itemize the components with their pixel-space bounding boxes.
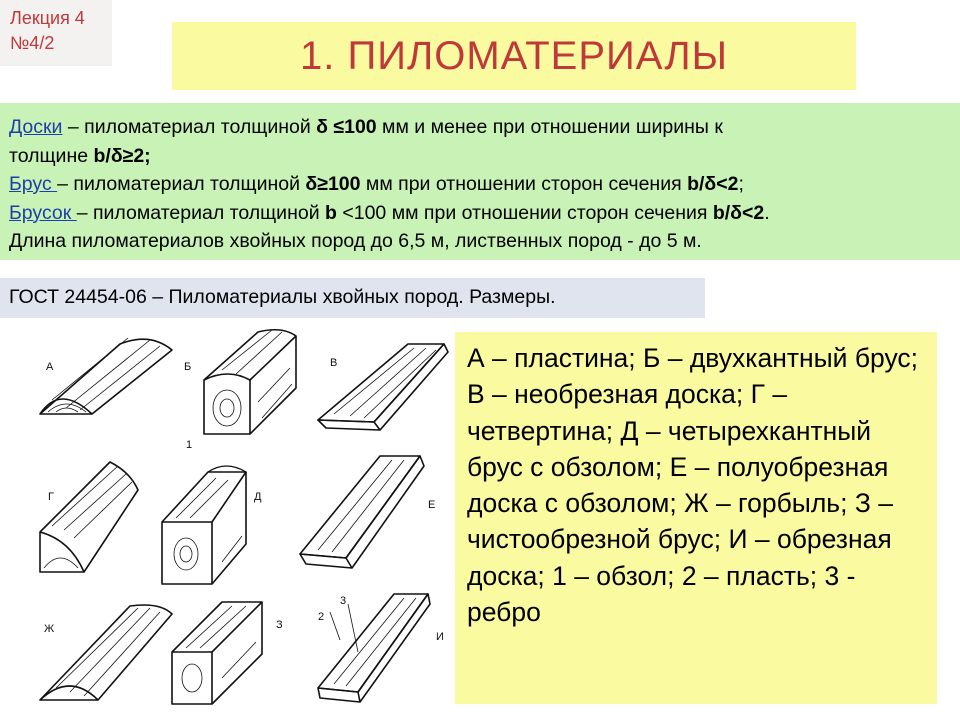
label-b: Б xyxy=(184,361,192,373)
definition-text: мм при отношении сторон сечения xyxy=(360,173,688,195)
label-n2: 2 xyxy=(318,611,325,623)
definition-line-boards-cont xyxy=(9,142,960,171)
lumber-i-edged-board xyxy=(318,594,430,702)
lumber-zh-slab-wood xyxy=(40,605,172,700)
definition-line-beam xyxy=(9,170,960,199)
lumber-e-semi-edged-board xyxy=(300,456,424,568)
definition-text: – пиломатериал толщиной xyxy=(57,173,306,195)
definition-formula: b/δ<2 xyxy=(687,173,739,195)
definition-text: <100 мм при отношении сторон сечения xyxy=(336,201,713,224)
definition-formula: δ≥100 xyxy=(305,173,361,195)
lumber-v-unedged-board xyxy=(318,344,448,430)
definition-formula: δ ≤100 xyxy=(316,116,377,138)
label-g: Г xyxy=(48,491,54,503)
lecture-number-box xyxy=(0,0,112,66)
definition-text: – пиломатериал толщиной xyxy=(76,201,326,224)
definition-formula: b xyxy=(325,201,337,224)
definition-line-boards xyxy=(9,113,960,142)
lumber-a-slab xyxy=(40,338,172,414)
title-box xyxy=(172,22,856,90)
definition-formula: b/δ≥2; xyxy=(93,144,151,167)
legend-text: А – пластина; Б – двухкантный брус; В – необрезная доска; Г – четвертина; Д – четырехкантный брус с обзолом; Е – полуобрезная доска с обзолом; Ж – горбыль; З – чистообрезной брус; И – обрезная доска; 1 – обзол; 2 – пласть; 3 - ребро xyxy=(467,343,919,628)
lumber-g-quarter xyxy=(40,462,138,572)
lecture-sublabel: №4/2 xyxy=(10,33,55,53)
definition-text: . xyxy=(764,201,770,224)
lumber-illustrations xyxy=(0,322,455,720)
definition-text: ; xyxy=(738,173,744,195)
page-title: 1. ПИЛОМАТЕРИАЛЫ xyxy=(300,33,728,78)
definition-line-bar xyxy=(9,199,960,228)
gost-reference xyxy=(0,278,705,318)
definitions-box xyxy=(0,103,960,260)
label-n3: 3 xyxy=(340,595,347,607)
label-d: Д xyxy=(254,491,262,503)
definition-text: Длина пиломатериалов хвойных пород до 6,5 м, лиственных пород - до 5 м. xyxy=(9,230,702,252)
label-a: А xyxy=(46,361,54,373)
lumber-d-four-edged-beam xyxy=(162,466,246,584)
gost-text: ГОСТ 24454-06 – Пиломатериалы хвойных пород. Размеры. xyxy=(9,286,556,308)
definition-text: мм и менее при отношении ширины к xyxy=(376,116,723,138)
lecture-label: Лекция 4 xyxy=(10,8,85,28)
lumber-z-fully-edged-beam xyxy=(172,602,262,704)
label-e: Е xyxy=(428,499,436,511)
label-i: И xyxy=(436,631,444,643)
label-v: В xyxy=(330,357,338,369)
label-z: З xyxy=(276,619,283,631)
label-n1: 1 xyxy=(186,439,193,451)
term-bar: Брусок xyxy=(9,201,77,224)
definition-text: толщине xyxy=(9,144,94,167)
term-boards: Доски xyxy=(9,116,63,138)
definition-formula: b/δ<2 xyxy=(712,201,765,224)
lumber-types-figure xyxy=(0,322,455,720)
lumber-b-two-edged-beam xyxy=(204,330,296,434)
label-zh: Ж xyxy=(44,623,55,635)
term-beam: Брус xyxy=(9,173,58,195)
legend-box xyxy=(455,332,937,704)
definition-text: – пиломатериал толщиной xyxy=(62,116,317,138)
definition-line-length xyxy=(9,227,960,256)
